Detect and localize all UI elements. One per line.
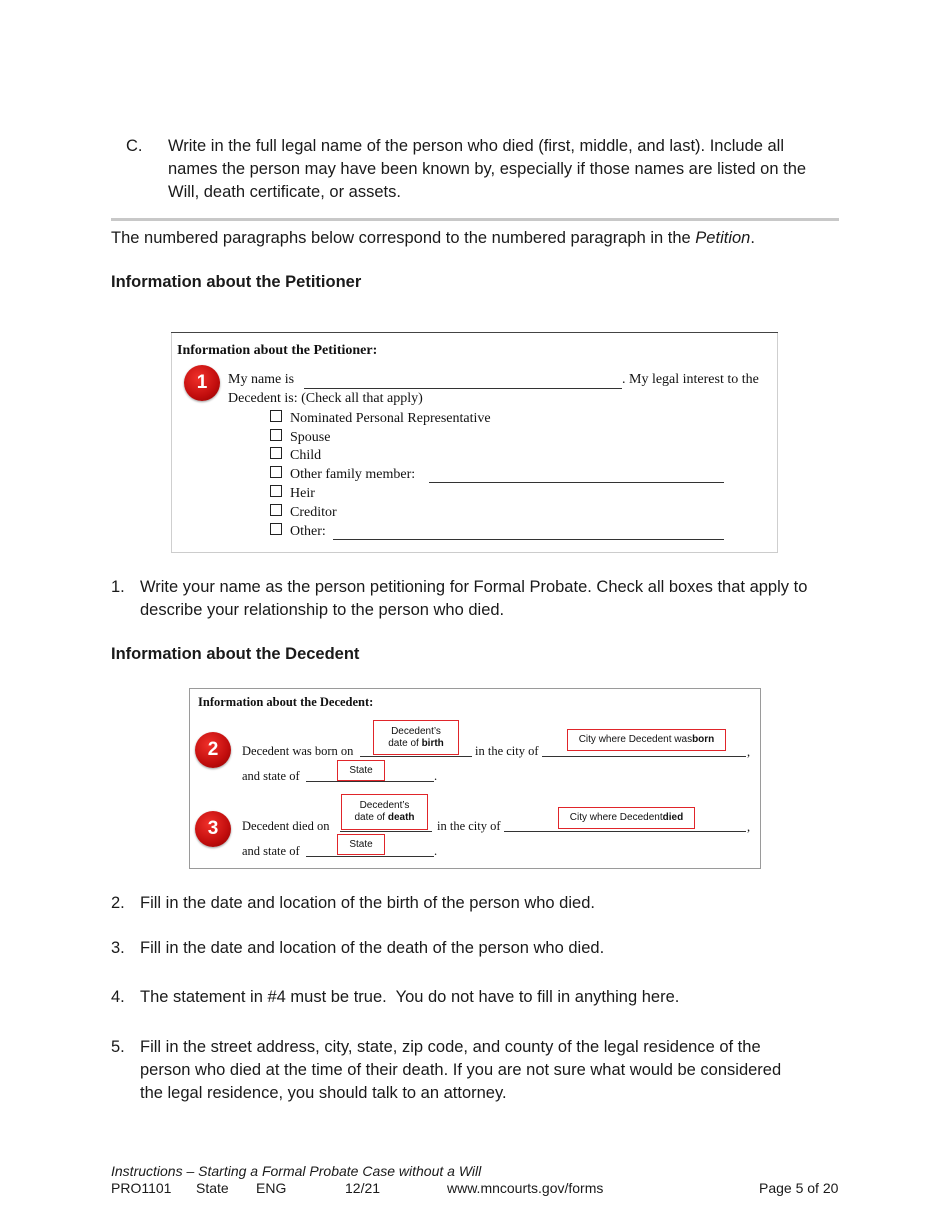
decedent-form-title: Information about the Decedent: <box>198 695 374 709</box>
checkbox-icon[interactable] <box>270 429 282 441</box>
checkbox-icon[interactable] <box>270 466 282 478</box>
other-line[interactable] <box>333 539 724 540</box>
died-prefix: Decedent died on <box>242 819 330 833</box>
badge-3: 3 <box>195 811 231 847</box>
death-state-callout: State <box>337 834 385 855</box>
decedent-heading: Information about the Decedent <box>111 645 360 663</box>
instruction-2-number: 2. <box>111 894 125 912</box>
option-creditor[interactable]: Creditor <box>270 504 337 521</box>
instruction-1-line1: Write your name as the person petitioning for Formal Probate. Check all boxes that apply to <box>140 578 808 596</box>
option-other-family[interactable]: Other family member: <box>270 466 415 483</box>
instruction-3-number: 3. <box>111 939 125 957</box>
comma: , <box>747 820 751 834</box>
checkbox-icon[interactable] <box>270 504 282 516</box>
divider <box>111 218 839 221</box>
born-state-prefix: and state of <box>242 769 300 783</box>
petitioner-form-title: Information about the Petitioner: <box>177 343 378 358</box>
instruction-1-number: 1. <box>111 578 125 596</box>
birth-city-line[interactable] <box>542 756 746 757</box>
instruction-1-line2: describe your relationship to the person who died. <box>140 601 505 619</box>
other-family-line[interactable] <box>429 482 724 483</box>
checkbox-icon[interactable] <box>270 485 282 497</box>
item-c-line3: Will, death certificate, or assets. <box>168 183 401 201</box>
option-child[interactable]: Child <box>270 447 321 464</box>
instruction-3-text: Fill in the date and location of the death of the person who died. <box>140 939 605 957</box>
footer-title: Instructions – Starting a Formal Probate Case without a Will <box>111 1163 482 1179</box>
born-prefix: Decedent was born on <box>242 744 354 758</box>
birth-city-callout: City where Decedent was born <box>567 729 726 751</box>
instruction-5-number: 5. <box>111 1038 125 1056</box>
period: . <box>434 844 438 858</box>
footer-code: PRO1101 <box>111 1180 172 1196</box>
option-heir[interactable]: Heir <box>270 485 315 502</box>
birth-state-line[interactable] <box>306 781 434 782</box>
death-city-callout: City where Decedent died <box>558 807 695 829</box>
item-c-text <box>168 135 848 204</box>
interest-line: Decedent is: (Check all that apply) <box>228 391 423 406</box>
badge-2: 2 <box>195 732 231 768</box>
instruction-5-text <box>140 1036 850 1105</box>
period: . <box>434 769 438 783</box>
intro-paragraph <box>111 227 755 250</box>
instruction-4-text: The statement in #4 must be true. You do not have to fill in anything here. <box>140 988 680 1006</box>
item-c-letter: C. <box>126 137 143 155</box>
instruction-1-text <box>140 576 850 622</box>
death-date-line[interactable] <box>340 831 432 832</box>
badge-1: 1 <box>184 365 220 401</box>
intro-italic: Petition <box>695 229 751 247</box>
intro-text: The numbered paragraphs below correspond to the numbered paragraph in the <box>111 229 696 247</box>
option-other[interactable]: Other: <box>270 523 326 540</box>
checkbox-icon[interactable] <box>270 410 282 422</box>
name-line[interactable] <box>304 388 622 389</box>
checkbox-icon[interactable] <box>270 447 282 459</box>
comma: , <box>747 745 751 759</box>
death-date-callout: Decedent’s date of death <box>341 794 428 830</box>
option-spouse[interactable]: Spouse <box>270 429 330 446</box>
born-city-prefix: in the city of <box>475 744 539 758</box>
instruction-5-line2: person who died at the time of their death. If you are not sure what would be considered <box>140 1061 782 1079</box>
option-nominated-pr[interactable]: Nominated Personal Representative <box>270 410 491 427</box>
intro-end: . <box>750 229 755 247</box>
died-state-prefix: and state of <box>242 844 300 858</box>
birth-date-line[interactable] <box>360 756 472 757</box>
footer-url[interactable]: www.mncourts.gov/forms <box>447 1180 604 1196</box>
instruction-2-text: Fill in the date and location of the birth of the person who died. <box>140 894 595 912</box>
footer-date: 12/21 <box>345 1180 381 1196</box>
footer-state: State <box>196 1180 229 1196</box>
checkbox-icon[interactable] <box>270 523 282 535</box>
instruction-4-number: 4. <box>111 988 125 1006</box>
petitioner-form-excerpt <box>171 332 778 553</box>
birth-state-callout: State <box>337 760 385 781</box>
item-c-line1: Write in the full legal name of the person who died (first, middle, and last). Include all <box>168 137 785 155</box>
footer-page: Page 5 of 20 <box>759 1180 839 1196</box>
instruction-5-line1: Fill in the street address, city, state, zip code, and county of the legal residence of the <box>140 1038 761 1056</box>
death-state-line[interactable] <box>306 856 434 857</box>
footer-lang: ENG <box>256 1180 287 1196</box>
instruction-5-line3: the legal residence, you should talk to an attorney. <box>140 1084 507 1102</box>
name-suffix: . My legal interest to the <box>622 372 759 387</box>
birth-date-callout: Decedent’s date of birth <box>373 720 459 755</box>
name-prefix: My name is <box>228 372 295 387</box>
petitioner-heading: Information about the Petitioner <box>111 273 362 291</box>
item-c-line2: names the person may have been known by, especially if those names are listed on the <box>168 160 807 178</box>
death-city-line[interactable] <box>504 831 746 832</box>
died-city-prefix: in the city of <box>437 819 501 833</box>
decedent-form-excerpt <box>189 688 761 869</box>
